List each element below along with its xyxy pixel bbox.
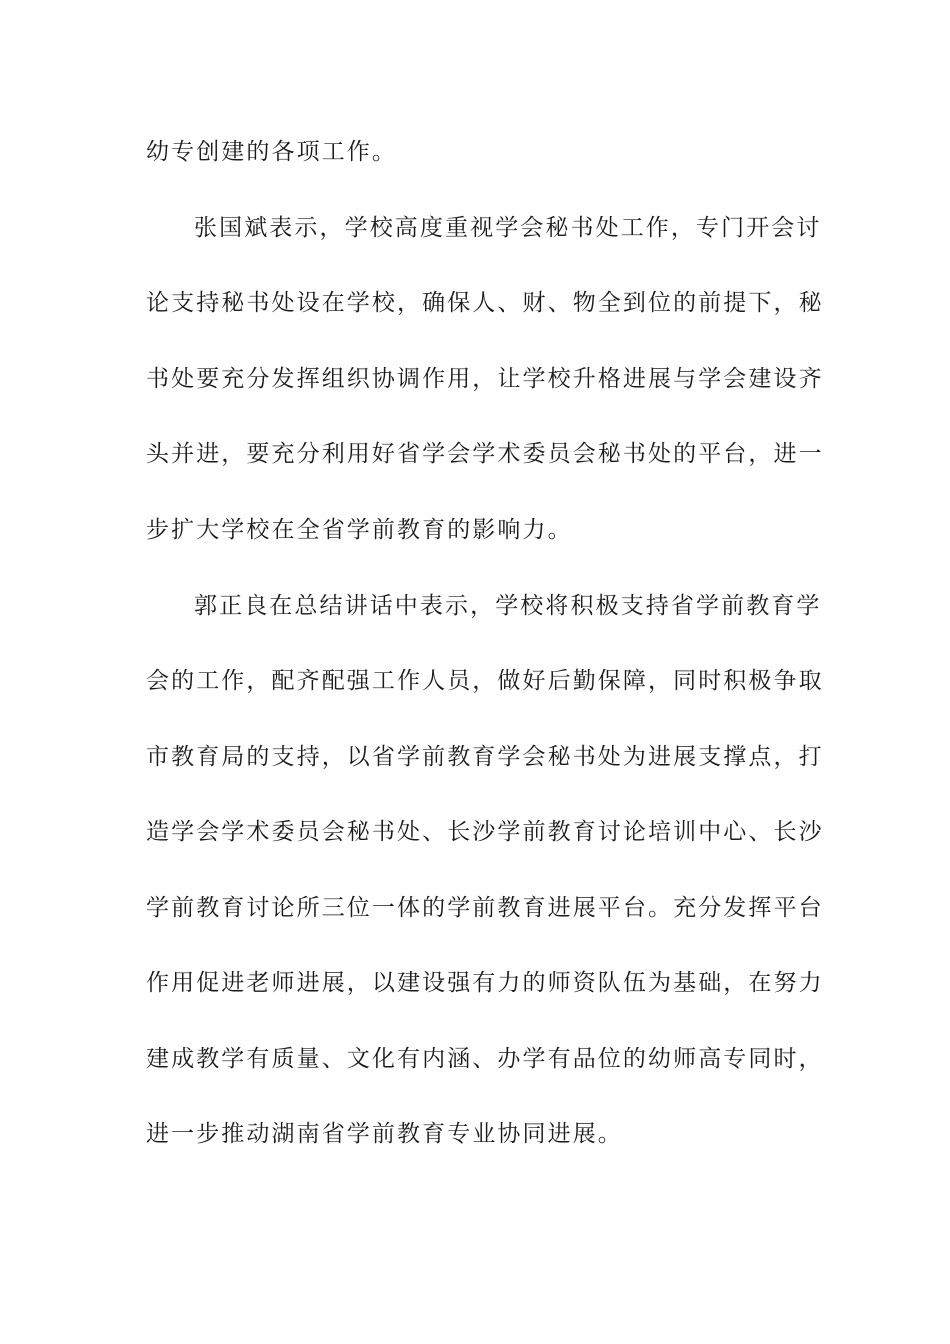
paragraph-3-line-6: 作用促进老师进展，以建设强有力的师资队伍为基础，在努力 (146, 970, 824, 996)
paragraph-3-line-7: 建成教学有质量、文化有内涵、办学有品位的幼师高专同时， (146, 1046, 824, 1072)
paragraph-3-line-4: 造学会学术委员会秘书处、长沙学前教育讨论培训中心、长沙 (146, 819, 824, 845)
paragraph-3-line-2: 会的工作，配齐配强工作人员，做好后勤保障，同时积极争取 (146, 668, 824, 694)
paragraph-2-line-1: 张国斌表示，学校高度重视学会秘书处工作，专门开会讨 (194, 215, 822, 241)
paragraph-3-line-8: 进一步推动湖南省学前教育专业协同进展。 (146, 1121, 623, 1147)
paragraph-2-line-4: 头并进，要充分利用好省学会学术委员会秘书处的平台，进一 (146, 441, 824, 467)
paragraph-1-line-1: 幼专创建的各项工作。 (146, 139, 397, 165)
paragraph-3-line-5: 学前教育讨论所三位一体的学前教育进展平台。充分发挥平台 (146, 895, 824, 921)
paragraph-3-line-1: 郭正良在总结讲话中表示，学校将积极支持省学前教育学 (194, 593, 822, 619)
paragraph-3-line-3: 市教育局的支持，以省学前教育学会秘书处为进展支撑点，打 (146, 744, 824, 770)
paragraph-2-line-2: 论支持秘书处设在学校，确保人、财、物全到位的前提下，秘 (146, 290, 824, 316)
paragraph-2-line-5: 步扩大学校在全省学前教育的影响力。 (146, 517, 573, 543)
paragraph-2-line-3: 书处要充分发挥组织协调作用，让学校升格进展与学会建设齐 (146, 366, 824, 392)
